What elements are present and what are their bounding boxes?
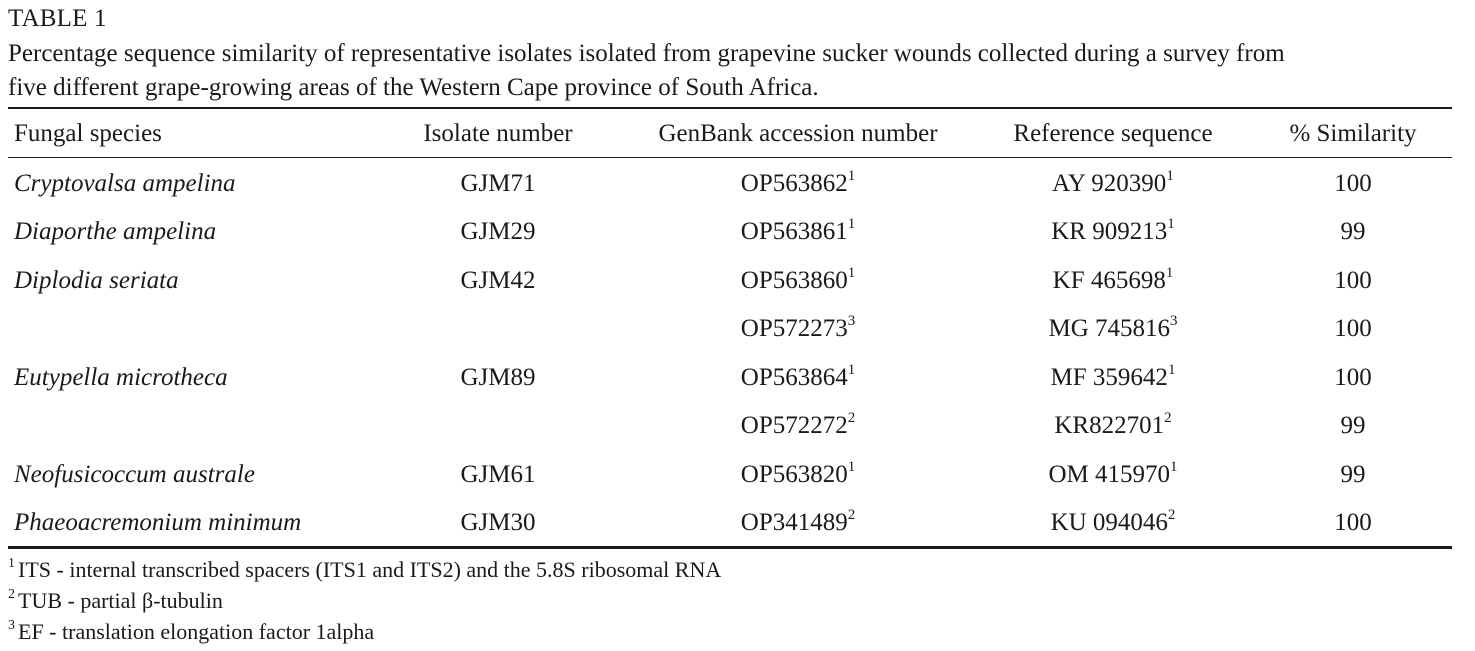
footnote xyxy=(8,585,721,616)
species-cell: Phaeoacremonium minimum xyxy=(14,509,302,536)
reference-number: KF 465698 xyxy=(1052,267,1166,294)
similarity-cell: 100 xyxy=(1334,315,1372,342)
reference-number: KU 094046 xyxy=(1050,509,1168,536)
genbank-footnote-mark: 1 xyxy=(847,361,856,378)
table-header-rule xyxy=(8,157,1452,158)
reference-number: MG 745816 xyxy=(1048,315,1171,342)
genbank-cell xyxy=(623,257,973,305)
table-caption xyxy=(8,37,1470,105)
table-row xyxy=(8,305,1452,353)
table-header-row xyxy=(8,112,1452,156)
reference-footnote-mark: 3 xyxy=(1170,312,1178,329)
footnote-text: EF - translation elongation factor 1alpha xyxy=(18,619,375,644)
column-header-fungal-species: Fungal species xyxy=(14,120,162,147)
table-footnotes xyxy=(8,554,721,647)
species-cell: Eutypella microtheca xyxy=(14,364,228,391)
reference-footnote-mark: 1 xyxy=(1170,458,1178,475)
reference-cell xyxy=(988,208,1238,256)
genbank-footnote-mark: 3 xyxy=(847,312,856,329)
column-header-isolate-number: Isolate number xyxy=(423,120,573,147)
reference-cell xyxy=(988,451,1238,499)
reference-cell xyxy=(988,257,1238,305)
genbank-number: OP563860 xyxy=(740,267,848,294)
genbank-cell xyxy=(623,305,973,353)
genbank-footnote-mark: 1 xyxy=(847,215,856,232)
reference-cell xyxy=(988,305,1238,353)
table-row xyxy=(8,257,1452,305)
genbank-number: OP572273 xyxy=(740,315,848,342)
footnote-text: ITS - internal transcribed spacers (ITS1 and ITS2) and the 5.8S ribosomal RNA xyxy=(18,557,722,582)
genbank-number: OP563820 xyxy=(740,461,848,488)
reference-cell xyxy=(988,160,1238,208)
column-header-genbank-accession: GenBank accession number xyxy=(658,120,938,147)
genbank-footnote-mark: 1 xyxy=(847,167,856,184)
footnote-text: TUB - partial β-tubulin xyxy=(18,588,223,613)
reference-footnote-mark: 1 xyxy=(1166,167,1174,184)
genbank-footnote-mark: 1 xyxy=(847,458,856,475)
column-header-similarity: % Similarity xyxy=(1289,120,1417,147)
species-cell: Neofusicoccum australe xyxy=(14,461,255,488)
genbank-number: OP563862 xyxy=(740,170,848,197)
reference-footnote-mark: 2 xyxy=(1164,409,1172,426)
genbank-cell xyxy=(623,402,973,450)
reference-footnote-mark: 1 xyxy=(1167,361,1176,378)
table-row xyxy=(8,499,1452,547)
column-header-reference-sequence: Reference sequence xyxy=(1013,120,1213,147)
genbank-number: OP341489 xyxy=(740,509,848,536)
caption-line: Percentage sequence similarity of representative isolates isolated from grapevine sucker wounds collected during a survey from xyxy=(8,40,1285,67)
similarity-cell: 100 xyxy=(1334,267,1372,294)
caption-line: five different grape-growing areas of the Western Cape province of South Africa. xyxy=(8,74,819,101)
genbank-number: OP572272 xyxy=(740,412,848,439)
isolate-cell: GJM71 xyxy=(460,170,536,197)
genbank-number: OP563864 xyxy=(740,364,848,391)
genbank-cell xyxy=(623,499,973,547)
reference-number: AY 920390 xyxy=(1052,170,1167,197)
genbank-footnote-mark: 2 xyxy=(847,506,856,523)
footnote-mark: 1 xyxy=(8,555,15,571)
table-row xyxy=(8,160,1452,208)
table-row xyxy=(8,451,1452,499)
reference-number: KR 909213 xyxy=(1051,218,1168,245)
table-row xyxy=(8,354,1452,402)
species-cell: Diaporthe ampelina xyxy=(14,218,217,245)
reference-cell xyxy=(988,499,1238,547)
reference-number: MF 359642 xyxy=(1050,364,1168,391)
reference-footnote-mark: 2 xyxy=(1167,506,1176,523)
species-cell: Cryptovalsa ampelina xyxy=(14,170,236,197)
genbank-number: OP563861 xyxy=(740,218,848,245)
genbank-cell xyxy=(623,208,973,256)
footnote-mark: 2 xyxy=(8,586,15,602)
footnote-mark: 3 xyxy=(8,617,15,633)
reference-cell xyxy=(988,354,1238,402)
similarity-cell: 99 xyxy=(1340,218,1366,245)
genbank-footnote-mark: 2 xyxy=(847,409,856,426)
similarity-cell: 100 xyxy=(1334,170,1372,197)
similarity-cell: 99 xyxy=(1340,461,1366,488)
isolate-cell: GJM30 xyxy=(460,509,536,536)
genbank-cell xyxy=(623,354,973,402)
reference-footnote-mark: 1 xyxy=(1165,264,1174,281)
reference-number: KR822701 xyxy=(1054,412,1165,439)
isolate-cell: GJM89 xyxy=(460,364,536,391)
genbank-cell xyxy=(623,451,973,499)
isolate-cell: GJM61 xyxy=(460,461,536,488)
table-top-rule xyxy=(8,107,1452,109)
reference-cell xyxy=(988,402,1238,450)
reference-number: OM 415970 xyxy=(1048,461,1171,488)
similarity-cell: 99 xyxy=(1340,412,1366,439)
table-label: TABLE 1 xyxy=(8,5,107,32)
isolate-cell: GJM42 xyxy=(460,267,536,294)
genbank-cell xyxy=(623,160,973,208)
isolate-cell: GJM29 xyxy=(460,218,536,245)
genbank-footnote-mark: 1 xyxy=(847,264,856,281)
footnote xyxy=(8,616,721,647)
reference-footnote-mark: 1 xyxy=(1167,215,1175,232)
table-bottom-rule xyxy=(8,546,1452,549)
table-row xyxy=(8,402,1452,450)
similarity-cell: 100 xyxy=(1334,509,1372,536)
footnote xyxy=(8,554,721,585)
species-cell: Diplodia seriata xyxy=(14,267,179,294)
similarity-cell: 100 xyxy=(1334,364,1372,391)
table-row xyxy=(8,208,1452,256)
